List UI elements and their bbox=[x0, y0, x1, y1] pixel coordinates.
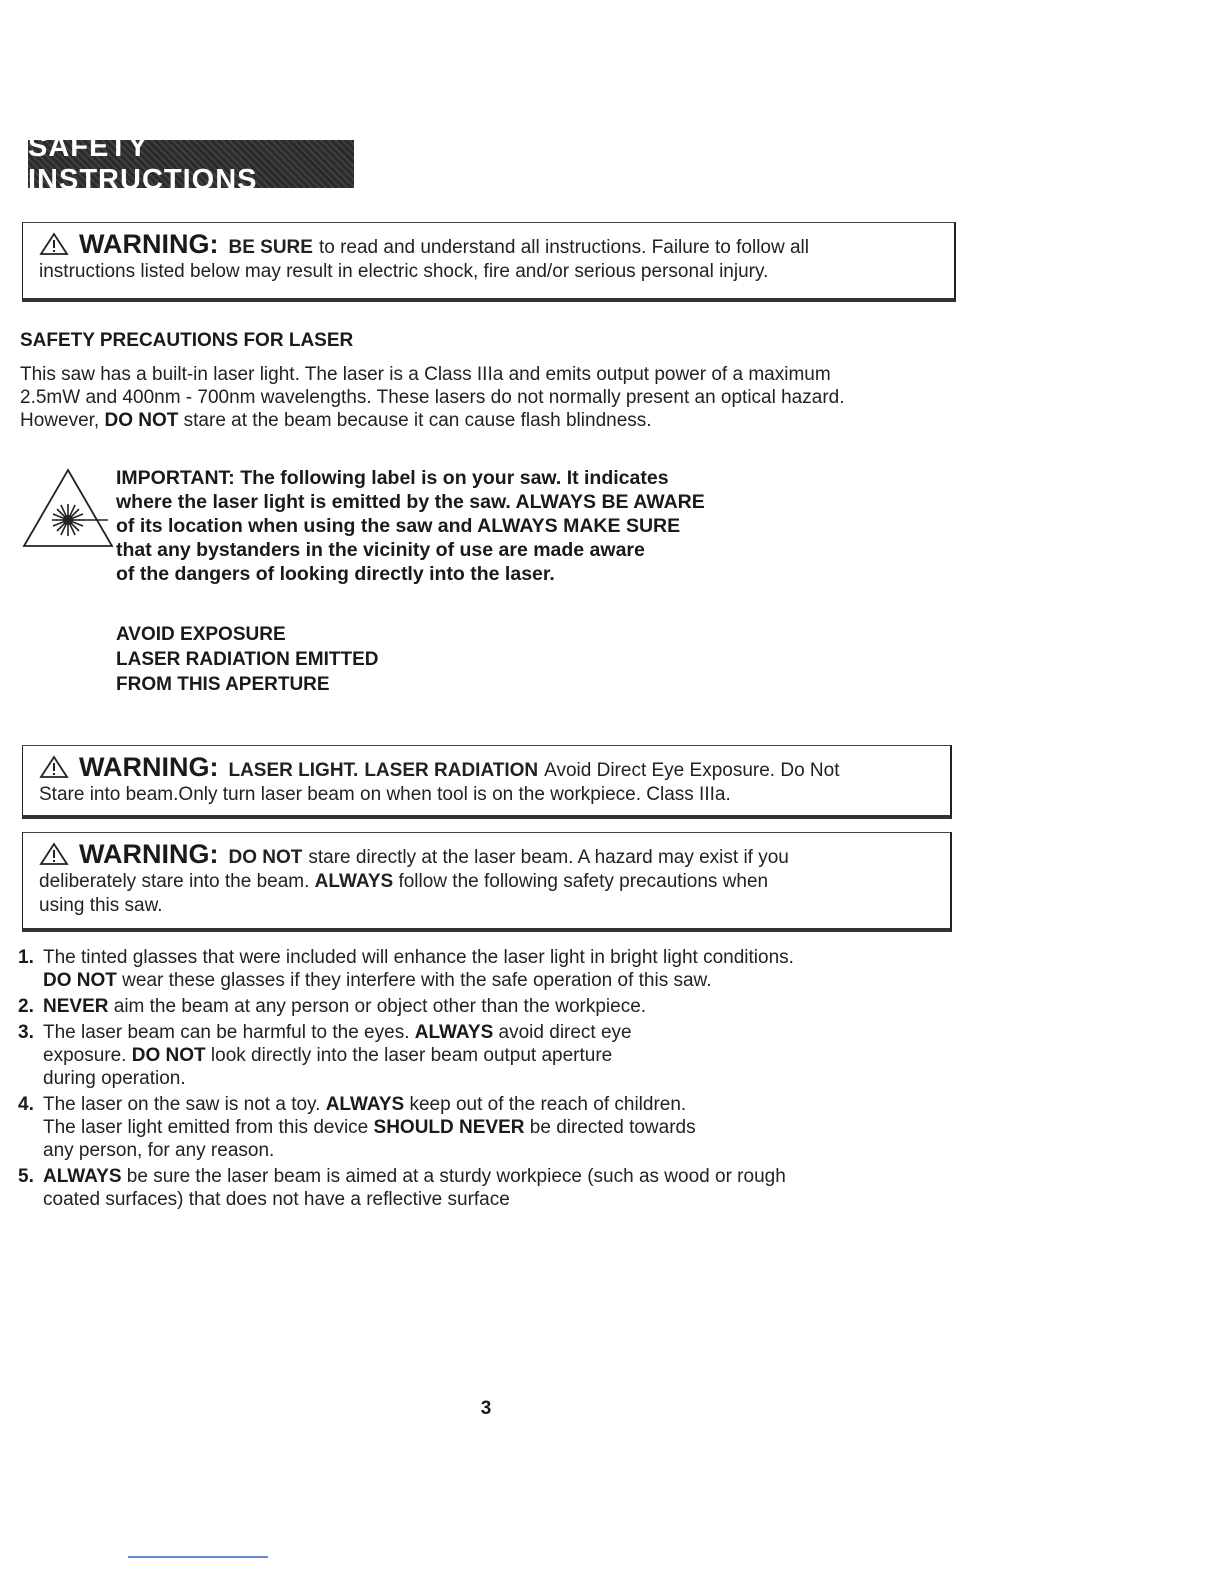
list-number: 4. bbox=[18, 1094, 34, 1115]
warning-lead-2: LASER RADIATION bbox=[364, 760, 539, 781]
page-number: 3 bbox=[480, 1398, 492, 1419]
list-text: avoid direct eye bbox=[498, 1022, 632, 1043]
warning-text-post: follow the following safety precautions when bbox=[398, 871, 769, 892]
list-text: The laser beam can be harmful to the eyes. bbox=[43, 1022, 410, 1043]
list-item bbox=[18, 946, 918, 992]
list-text: be sure the laser beam is aimed at a sturdy workpiece (such as wood or rough bbox=[126, 1166, 786, 1187]
warning-text-pre: deliberately stare into the beam. bbox=[39, 871, 310, 892]
list-item bbox=[18, 1165, 918, 1211]
warning-text-line2: Stare into beam.Only turn laser beam on when tool is on the workpiece. Class IIIa. bbox=[39, 784, 731, 805]
list-item bbox=[18, 995, 918, 1018]
warning-word: WARNING: bbox=[79, 752, 219, 782]
list-item bbox=[18, 1093, 918, 1162]
list-number: 2. bbox=[18, 996, 34, 1017]
important-line: IMPORTANT: The following label is on your saw. It indicates bbox=[116, 467, 669, 489]
warning-text-line1: Avoid Direct Eye Exposure. Do Not bbox=[544, 760, 840, 781]
list-line bbox=[43, 1165, 786, 1188]
laser-radiation-icon bbox=[20, 466, 116, 550]
list-text: be directed towards bbox=[529, 1117, 696, 1138]
warning-text-line3: using this saw. bbox=[39, 895, 163, 916]
list-number: 5. bbox=[18, 1166, 34, 1187]
list-line: any person, for any reason. bbox=[43, 1140, 275, 1161]
list-bold: SHOULD NEVER bbox=[373, 1117, 525, 1138]
list-line bbox=[43, 995, 646, 1018]
important-line: where the laser light is emitted by the saw. ALWAYS BE AWARE bbox=[116, 491, 705, 513]
laser-intro-line3 bbox=[20, 409, 980, 432]
list-text: look directly into the laser beam output aperture bbox=[210, 1045, 613, 1066]
aperture-label-text bbox=[116, 622, 378, 697]
list-number: 1. bbox=[18, 947, 34, 968]
warning-lead: DO NOT bbox=[228, 847, 303, 868]
list-item bbox=[18, 1021, 918, 1090]
list-bold: DO NOT bbox=[131, 1045, 206, 1066]
warning-word: WARNING: bbox=[79, 839, 219, 869]
list-line bbox=[43, 1021, 632, 1044]
list-bold: DO NOT bbox=[43, 970, 117, 991]
laser-intro-post: stare at the beam because it can cause flash blindness. bbox=[183, 410, 652, 431]
laser-intro-pre: However, bbox=[20, 410, 100, 431]
warning-box-do-not-stare bbox=[22, 832, 952, 932]
laser-section-heading: SAFETY PRECAUTIONS FOR LASER bbox=[20, 330, 354, 351]
warning-triangle-icon bbox=[39, 755, 69, 779]
warning-lead-1: LASER LIGHT. bbox=[228, 760, 359, 781]
list-line: coated surfaces) that does not have a reflective surface bbox=[43, 1189, 510, 1210]
section-banner bbox=[28, 131, 354, 196]
warning-text-bold: ALWAYS bbox=[314, 871, 394, 892]
laser-intro-line2: 2.5mW and 400nm - 700nm wavelengths. These lasers do not normally present an optical hazard. bbox=[20, 387, 845, 408]
warning-text-line1: to read and understand all instructions. Failure to follow all bbox=[318, 237, 810, 258]
warning-box-read-instructions bbox=[22, 222, 956, 302]
laser-intro-paragraph bbox=[20, 363, 980, 432]
label-line: FROM THIS APERTURE bbox=[116, 674, 330, 695]
list-bold: ALWAYS bbox=[325, 1094, 405, 1115]
warning-triangle-icon bbox=[39, 842, 69, 866]
warning-text-line1: stare directly at the laser beam. A hazard may exist if you bbox=[308, 847, 789, 868]
laser-intro-bold: DO NOT bbox=[104, 410, 179, 431]
list-line bbox=[43, 1116, 696, 1139]
list-text: keep out of the reach of children. bbox=[409, 1094, 687, 1115]
list-text: wear these glasses if they interfere with the safe operation of this saw. bbox=[122, 970, 712, 991]
warning-triangle-icon bbox=[39, 232, 69, 256]
important-line: of its location when using the saw and ALWAYS MAKE SURE bbox=[116, 515, 681, 537]
list-bold: NEVER bbox=[43, 996, 109, 1017]
label-line: LASER RADIATION EMITTED bbox=[116, 649, 379, 670]
warning-box-laser-light bbox=[22, 745, 952, 819]
label-line: AVOID EXPOSURE bbox=[116, 624, 286, 645]
important-notice bbox=[116, 466, 816, 586]
list-line: The tinted glasses that were included will enhance the laser light in bright light conditions. bbox=[43, 947, 794, 968]
laser-intro-line1: This saw has a built-in laser light. The laser is a Class IIIa and emits output power of a maximum bbox=[20, 364, 831, 385]
list-line: during operation. bbox=[43, 1068, 186, 1089]
list-line bbox=[43, 1044, 632, 1067]
list-bold: ALWAYS bbox=[43, 1166, 122, 1187]
important-line: of the dangers of looking directly into the laser. bbox=[116, 563, 555, 585]
list-text: exposure. bbox=[43, 1045, 127, 1066]
list-line bbox=[43, 1093, 696, 1116]
list-line bbox=[43, 969, 794, 992]
list-text: The laser on the saw is not a toy. bbox=[43, 1094, 321, 1115]
important-line: that any bystanders in the vicinity of use are made aware bbox=[116, 539, 645, 561]
list-bold: ALWAYS bbox=[414, 1022, 494, 1043]
section-title: SAFETY INSTRUCTIONS bbox=[28, 131, 258, 196]
list-number: 3. bbox=[18, 1022, 34, 1043]
warning-word: WARNING: bbox=[79, 229, 219, 259]
warning-lead: BE SURE bbox=[228, 237, 313, 258]
safety-precautions-list bbox=[18, 946, 918, 1214]
bottom-rule bbox=[128, 1556, 268, 1558]
list-text: aim the beam at any person or object other than the workpiece. bbox=[113, 996, 647, 1017]
list-text: The laser light emitted from this device bbox=[43, 1117, 369, 1138]
warning-text-line2 bbox=[39, 870, 936, 894]
warning-text-line2: instructions listed below may result in electric shock, fire and/or serious personal injury. bbox=[39, 261, 769, 282]
